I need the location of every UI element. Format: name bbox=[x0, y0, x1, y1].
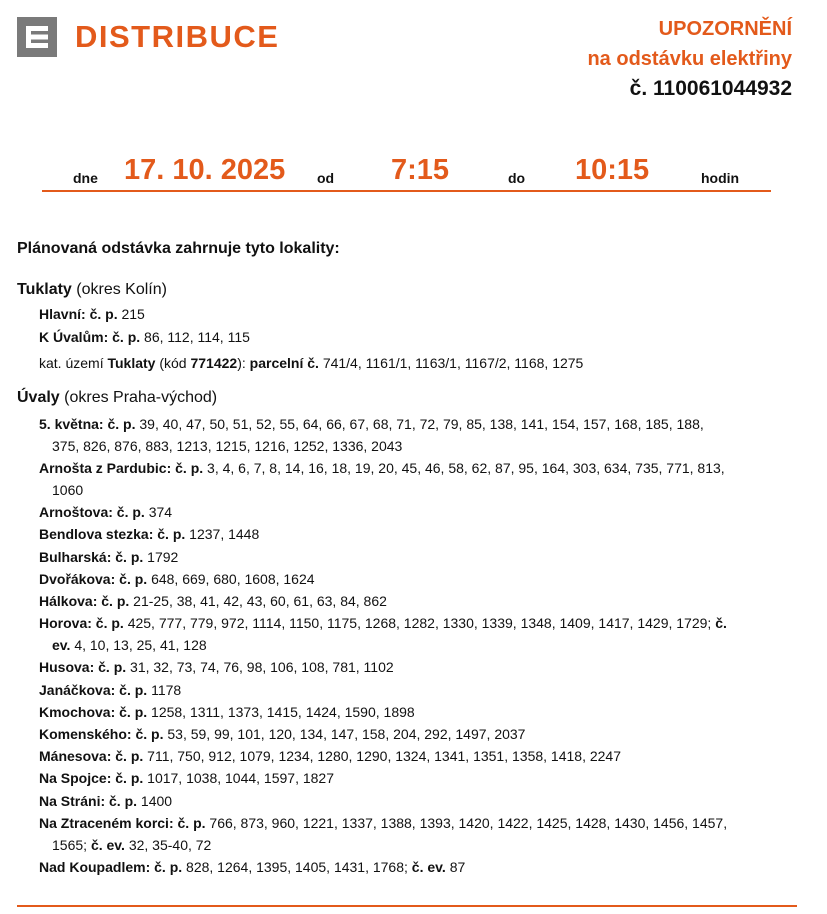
hodin-label: hodin bbox=[701, 170, 740, 186]
street-row: Komenského: č. p. 53, 59, 99, 101, 120, 134, 147, 158, 204, 292, 1497, 2037 bbox=[39, 726, 526, 742]
street-row: 5. května: č. p. 39, 40, 47, 50, 51, 52, 55, 64, 66, 67, 68, 71, 72, 79, 85, 138, 141, 154, 157, 168, 185, 188, 375, 826, 876, 883, 1213, 1215, 1216, 1252, 1336, 2043 bbox=[39, 416, 704, 454]
locality-tuklaty bbox=[17, 281, 167, 299]
cez-logo-icon bbox=[17, 17, 57, 57]
street-row: Hlavní: č. p. 215 bbox=[39, 306, 145, 322]
dne-label: dne bbox=[73, 170, 98, 186]
street-row: Arnošta z Pardubic: č. p. 3, 4, 6, 7, 8, 14, 16, 18, 19, 20, 45, 46, 58, 62, 87, 95, 164, 303, 634, 735, 771, 813, 1060 bbox=[39, 460, 725, 498]
locality-name: Tuklaty bbox=[17, 281, 72, 298]
street-row: Bulharská: č. p. 1792 bbox=[39, 549, 179, 565]
bottom-divider bbox=[17, 905, 797, 907]
street-row: Husova: č. p. 31, 32, 73, 74, 76, 98, 106, 108, 781, 1102 bbox=[39, 659, 394, 675]
street-row: Nad Koupadlem: č. p. 828, 1264, 1395, 1405, 1431, 1768; č. ev. 87 bbox=[39, 859, 466, 875]
street-row: Na Stráni: č. p. 1400 bbox=[39, 793, 173, 809]
street-row: Mánesova: č. p. 711, 750, 912, 1079, 1234, 1280, 1290, 1324, 1341, 1351, 1358, 1418, 2247 bbox=[39, 748, 621, 764]
logo-text: DISTRIBUCE bbox=[75, 19, 280, 54]
notice-line1: UPOZORNĚNÍ bbox=[658, 18, 792, 40]
cadastral-row: kat. území Tuklaty (kód 771422): parcelní č. 741/4, 1161/1, 1163/1, 1167/2, 1168, 1275 bbox=[39, 355, 584, 371]
notice-title bbox=[587, 14, 792, 104]
street-row: Hálkova: č. p. 21-25, 38, 41, 42, 43, 60, 61, 63, 84, 862 bbox=[39, 593, 387, 609]
street-row: Na Spojce: č. p. 1017, 1038, 1044, 1597, 1827 bbox=[39, 770, 334, 786]
time-to: 10:15 bbox=[575, 154, 650, 186]
street-row: Arnoštova: č. p. 374 bbox=[39, 504, 173, 520]
street-row: Horova: č. p. 425, 777, 779, 972, 1114, 1150, 1175, 1268, 1282, 1330, 1339, 1348, 1409, 1417, 1429, 1729; č. ev. 4, 10, 13, 25, 41, 128 bbox=[39, 615, 727, 653]
locality-district: (okres Kolín) bbox=[76, 281, 167, 298]
do-label: do bbox=[508, 170, 526, 186]
street-row: Na Ztraceném korci: č. p. 766, 873, 960, 1221, 1337, 1388, 1393, 1420, 1422, 1425, 1428, 1430, 1456, 1457, 1565; č. ev. 32, 35-40, 72 bbox=[39, 815, 728, 853]
street-row: Dvořákova: č. p. 648, 669, 680, 1608, 1624 bbox=[39, 571, 315, 587]
logo bbox=[17, 17, 279, 57]
notice-line2: na odstávku elektřiny bbox=[587, 48, 792, 70]
locality-uvaly bbox=[17, 389, 217, 407]
intro-heading: Plánovaná odstávka zahrnuje tyto lokality: bbox=[17, 240, 340, 257]
notice-number: č. 110061044932 bbox=[629, 77, 792, 100]
od-label: od bbox=[317, 170, 335, 186]
schedule-line bbox=[42, 150, 771, 192]
street-row: Bendlova stezka: č. p. 1237, 1448 bbox=[39, 526, 260, 542]
time-from: 7:15 bbox=[391, 154, 450, 186]
street-row: K Úvalům: č. p. 86, 112, 114, 115 bbox=[39, 329, 250, 345]
street-row: Janáčkova: č. p. 1178 bbox=[39, 682, 182, 698]
locality-district: (okres Praha-východ) bbox=[64, 389, 218, 406]
outage-date: 17. 10. 2025 bbox=[124, 154, 286, 186]
locality-name: Úvaly bbox=[17, 389, 60, 406]
street-row: Kmochova: č. p. 1258, 1311, 1373, 1415, 1424, 1590, 1898 bbox=[39, 704, 415, 720]
